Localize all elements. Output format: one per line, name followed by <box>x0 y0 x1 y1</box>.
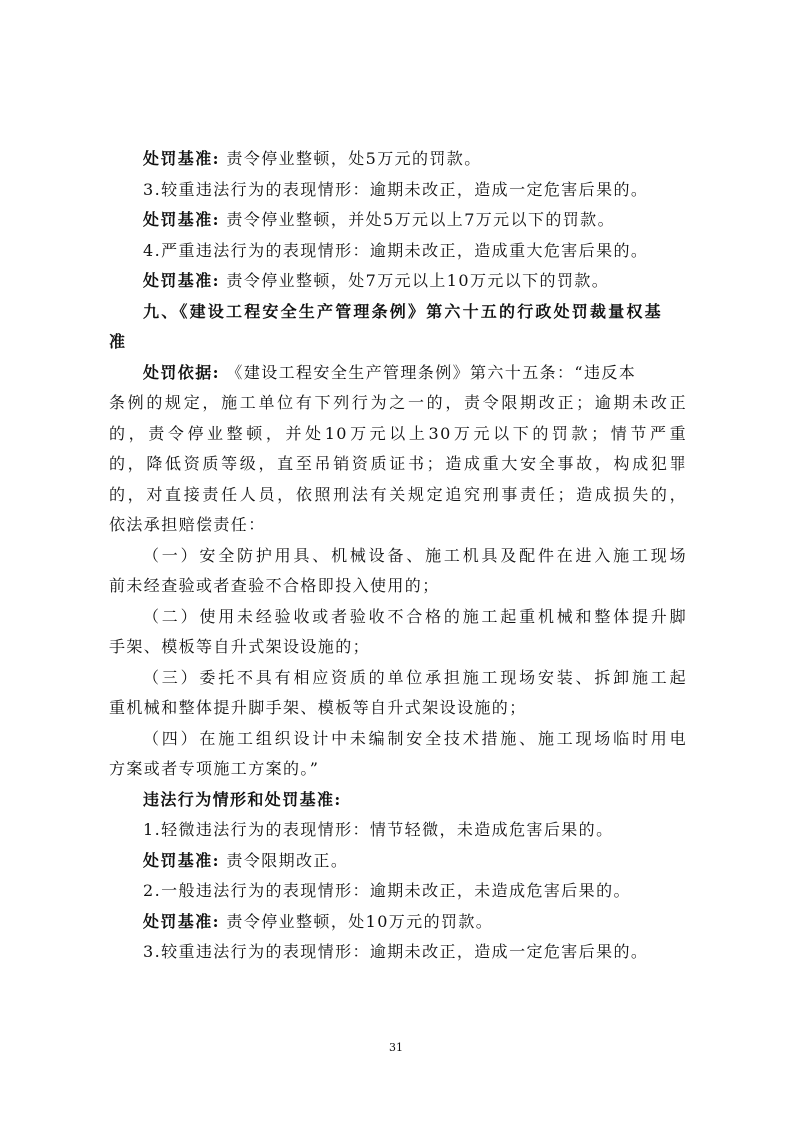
legal-basis-line <box>109 358 687 389</box>
penalty-basis-text: 责令停业整顿，处7万元以上10万元以下的罚款。 <box>226 271 610 290</box>
list-item-line: （四）在施工组织设计中未编制安全技术措施、施工现场临时用电 <box>143 728 687 748</box>
penalty-basis-text: 责令限期改正。 <box>226 850 349 870</box>
subsection-heading: 违法行为情形和处罚基准: <box>143 789 342 809</box>
list-item-line: （一）安全防护用具、机械设备、施工机具及配件在进入施工现场 <box>143 545 687 565</box>
document-body <box>109 144 687 968</box>
violation-case-line: 1.轻微违法行为的表现情形：情节轻微，未造成危害后果的。 <box>143 820 614 839</box>
penalty-basis-line <box>109 205 687 236</box>
penalty-basis-label: 处罚基准: <box>143 271 220 290</box>
penalty-basis-label: 处罚基准: <box>143 911 220 931</box>
penalty-basis-text: 责令停业整顿，处10万元的罚款。 <box>226 911 494 931</box>
penalty-basis-line <box>109 907 687 938</box>
penalty-basis-line <box>109 846 687 877</box>
legal-basis-line: 依法承担赔偿责任： <box>109 515 266 534</box>
section-heading-line: 准 <box>109 332 128 351</box>
penalty-basis-text: 责令停业整顿，处5万元的罚款。 <box>226 149 482 168</box>
list-item-line: 重机械和整体提升脚手架、模板等自升式架设设施的； <box>109 698 527 717</box>
list-item-line: 前未经查验或者查验不合格即投入使用的； <box>109 576 440 595</box>
list-item-line: （三）委托不具有相应资质的单位承担施工现场安装、拆卸施工起 <box>143 667 687 687</box>
penalty-basis-line <box>109 144 687 175</box>
legal-basis-line: 的，责令停业整顿，并处10万元以上30万元以下的罚款；情节严重 <box>109 423 687 443</box>
violation-case-line: 4.严重违法行为的表现情形：逾期未改正，造成重大危害后果的。 <box>143 240 649 260</box>
legal-basis-label: 处罚依据: <box>143 362 220 382</box>
page-number: 31 <box>389 1041 403 1054</box>
list-item-line: （二）使用未经验收或者验收不合格的施工起重机械和整体提升脚 <box>143 606 687 626</box>
legal-basis-line: 的，对直接责任人员，依照刑法有关规定追究刑事责任；造成损失的， <box>109 484 687 504</box>
legal-basis-line: 的，降低资质等级，直至吊销资质证书；造成重大安全事故，构成犯罪 <box>109 454 687 473</box>
list-item-line: 手架、模板等自升式架设设施的； <box>109 637 371 656</box>
section-heading-line: 九、《建设工程安全生产管理条例》第六十五的行政处罚裁量权基 <box>143 301 663 321</box>
penalty-basis-text: 责令停业整顿，并处5万元以上7万元以下的罚款。 <box>226 210 615 229</box>
penalty-basis-line <box>109 266 687 297</box>
legal-basis-line: 条例的规定，施工单位有下列行为之一的，责令限期改正；逾期未改正 <box>109 393 687 412</box>
violation-case-line: 3.较重违法行为的表现情形：逾期未改正，造成一定危害后果的。 <box>143 942 649 961</box>
penalty-basis-label: 处罚基准: <box>143 850 220 870</box>
penalty-basis-label: 处罚基准: <box>143 210 220 229</box>
legal-basis-text: 《建设工程安全生产管理条例》第六十五条：“违反本 <box>226 362 637 382</box>
violation-case-line: 3.较重违法行为的表现情形：逾期未改正，造成一定危害后果的。 <box>143 179 649 199</box>
penalty-basis-label: 处罚基准: <box>143 149 220 168</box>
violation-case-line: 2.一般违法行为的表现情形：逾期未改正，未造成危害后果的。 <box>143 881 631 900</box>
list-item-line: 方案或者专项施工方案的。” <box>109 759 320 778</box>
